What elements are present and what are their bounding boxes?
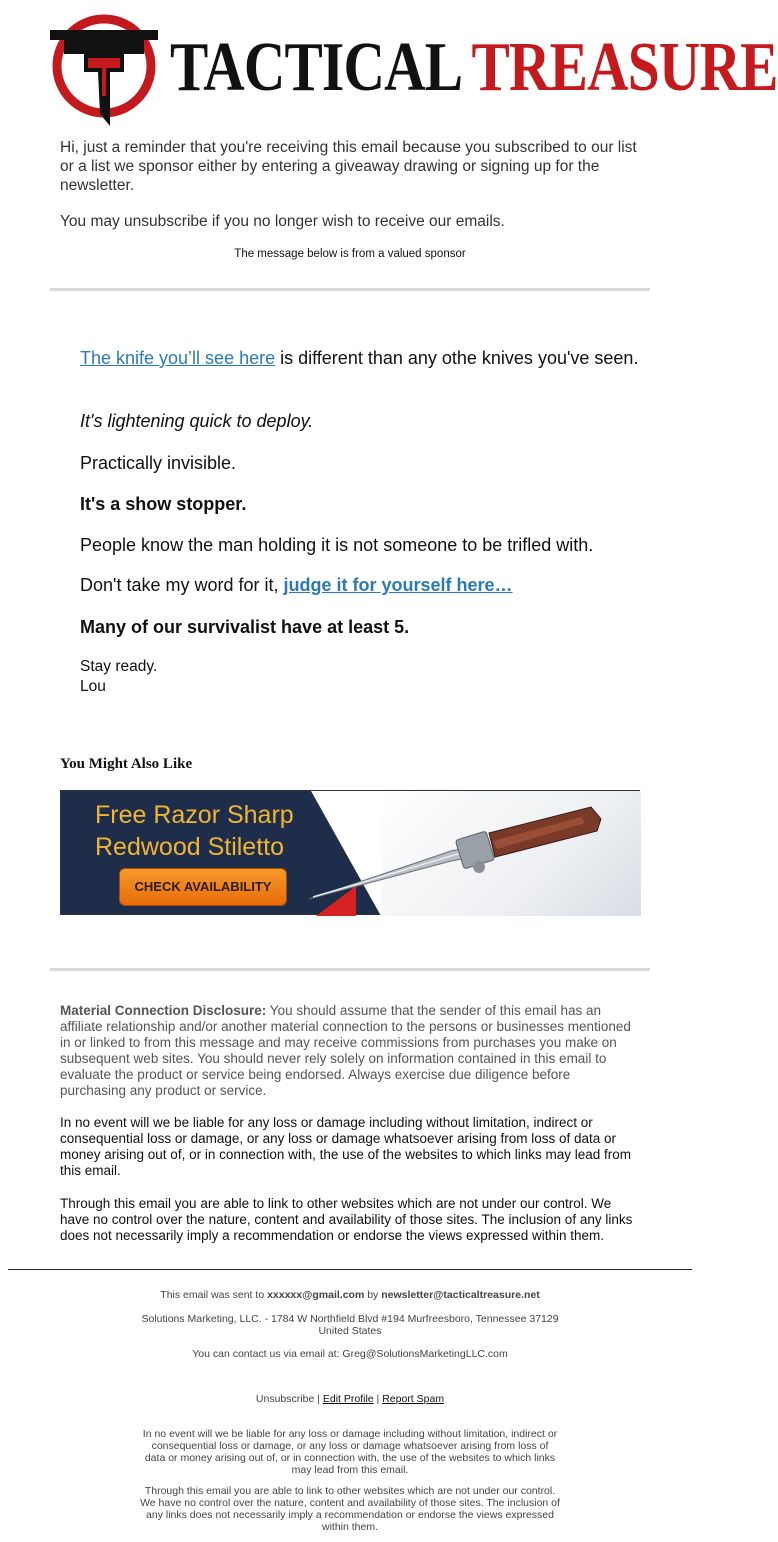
sent-by-prefix: by: [364, 1289, 382, 1301]
footer-liability: In no event will we be liable for any loss or damage including without limitation, indirect or consequential loss or damage, or any loss or damage whatsoever arising from loss of data or money arising out of, or in connection with, the use of the websites to which links may lead from this email.: [142, 1428, 558, 1476]
knife-link[interactable]: The knife you’ll see here: [80, 348, 276, 368]
sent-to-line: [140, 1289, 560, 1301]
message-line-4: It's a show stopper.: [80, 494, 247, 514]
banner-title: [95, 799, 294, 863]
check-availability-button[interactable]: CHECK AVAILABILITY: [119, 868, 287, 906]
recommend-heading: You Might Also Like: [60, 756, 193, 772]
material-disclosure: [60, 1003, 640, 1099]
sender-email: newsletter@tacticaltreasure.net: [381, 1289, 540, 1301]
sent-prefix: This email was sent to: [160, 1289, 268, 1301]
stiletto-banner[interactable]: [60, 790, 640, 915]
footer-external: Through this email you are able to link to other websites which are not under our control. We have no control over the nature, content and availability of those sites. The inclusion of any links does not necessarily imply a recommendation or endorse the views expressed within them.: [140, 1485, 560, 1533]
message-line-1-text: is different than any othe knives you've seen.: [275, 348, 639, 368]
brand-word-tactical: TACTICAL: [170, 29, 460, 106]
unsubscribe-note: You may unsubscribe if you no longer wish to receive our emails.: [60, 213, 505, 230]
divider: [50, 288, 650, 291]
message-line-2: It's lightening quick to deploy.: [80, 411, 314, 431]
unsubscribe-link[interactable]: Unsubscribe: [255, 1393, 315, 1405]
message-line-3: Practically invisible.: [80, 453, 237, 473]
disclosure-label: Material Connection Disclosure:: [60, 1003, 267, 1018]
edit-profile-link[interactable]: Edit Profile: [322, 1393, 374, 1405]
brand-word-treasure: TREASURE: [471, 29, 778, 106]
banner-line-2: Redwood Stiletto: [95, 833, 285, 861]
link-separator: |: [373, 1393, 383, 1405]
report-spam-link[interactable]: Report Spam: [382, 1393, 445, 1405]
footer-links: [140, 1393, 560, 1405]
stiletto-knife-image: [301, 801, 641, 906]
message-line-6-text: Don't take my word for it,: [80, 575, 284, 595]
intro-paragraph: Hi, just a reminder that you're receiving this email because you subscribed to our list or a list we sponsor either by entering a giveaway drawing or signing up for the newsletter.: [60, 139, 637, 194]
message-line-6: [80, 574, 640, 597]
link-separator: |: [314, 1393, 323, 1405]
external-links-disclaimer: Through this email you are able to link to other websites which are not under our control. We have no control over the nature, content and availability of those sites. The inclusion of any links does not necessarily imply a recommendation or endorse the views expressed within them.: [60, 1196, 633, 1243]
signoff: Stay ready.: [80, 658, 158, 675]
brand-title: [170, 28, 778, 108]
message-line-5: People know the man holding it is not someone to be trifled with.: [80, 535, 594, 555]
disclosure-text: You should assume that the sender of this email has an affiliate relationship and/or another material connection to the persons or businesses mentioned in or linked to from this message and may receive commissions from purchases you make on subsequent web sites. You should never rely solely on information contained in this email to evaluate the product or service being endorsed. Always exercise due diligence before purchasing any product or service.: [60, 1003, 631, 1098]
message-line-7: Many of our survivalist have at least 5.: [80, 617, 410, 637]
footer-divider: [8, 1269, 692, 1270]
liability-disclaimer: In no event will we be liable for any loss or damage including without limitation, indirect or consequential loss or damage, or any loss or damage whatsoever arising from loss of data or money arising out of, or in connection with, the use of the websites to which links may lead from this email.: [60, 1115, 632, 1178]
company-address: Solutions Marketing, LLC. - 1784 W Northfield Blvd #194 Murfreesboro, Tennessee 37129 United States: [141, 1313, 559, 1337]
sponsor-note: The message below is from a valued sponsor: [234, 248, 466, 260]
recipient-email: xxxxxx@gmail.com: [267, 1289, 365, 1301]
message-line-1: [80, 347, 640, 370]
contact-line: You can contact us via email at: Greg@SolutionsMarketingLLC.com: [192, 1348, 508, 1360]
divider: [50, 968, 650, 971]
tactical-treasure-logo: [50, 10, 160, 128]
banner-line-1: Free Razor Sharp: [95, 801, 294, 829]
judge-link[interactable]: judge it for yourself here…: [283, 575, 513, 595]
signature: Lou: [80, 678, 106, 695]
